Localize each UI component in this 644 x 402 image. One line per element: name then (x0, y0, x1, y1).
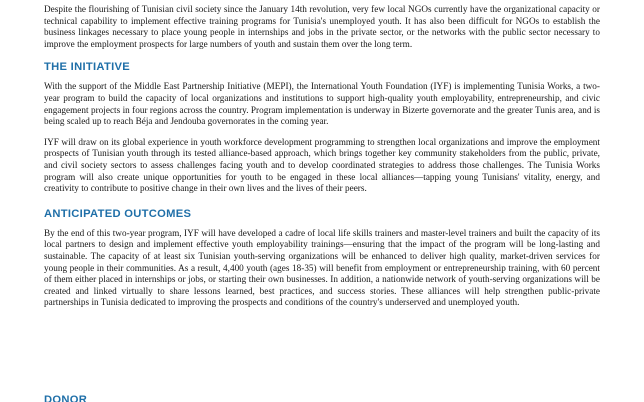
initiative-paragraph-2: IYF will draw on its global experience in youth workforce development programming to strengthen local organizations and improve the employment prospects of Tunisian youth through its tested alliance-based approach, which brings together key community stakeholders from the public, private, and civil society sectors to assess challenges facing youth and to develop coordinated strategies to address those challenges. The Tunisia Works program will also create unique opportunities for youth to be engaged in these local alliances—tapping young Tunisians' vitality, energy, and creativity to contribute to positive change in their own lives and the lives of their peers. (44, 136, 600, 194)
heading-anticipated-outcomes: ANTICIPATED OUTCOMES (44, 207, 192, 220)
heading-donor-partial: DONOR (44, 395, 88, 402)
outcomes-paragraph: By the end of this two-year program, IYF will have developed a cadre of local life skills trainers and master-level trainers and built the capacity of its local partners to design and implement effective youth employability trainings—ensuring that the impact of the program will be long-lasting and sustainable. The capacity of at least six Tunisian youth-serving organizations will be enhanced to deliver high quality, market-driven services for young people in their communities. As a result, 4,400 youth (ages 18-35) will benefit from employment or entrepreneurship training, with 60 percent of them either placed in internships or jobs, or starting their own businesses. In addition, a nationwide network of youth-serving organizations will be created and linked virtually to share lessons learned, best practices, and success stories. These alliances will help strengthen public-private partnerships in Tunisia dedicated to improving the prospects and conditions of the country's underserved and unemployed youth. (44, 227, 600, 308)
initiative-paragraph-1: With the support of the Middle East Partnership Initiative (MEPI), the International Youth Foundation (IYF) is implementing Tunisia Works, a two-year program to build the capacity of local organizations and institutions to support high-quality youth employability, entrepreneurship, and civic engagement projects in four regions across the country. Program implementation is underway in Bizerte governorate and the greater Tunis area, and is being scaled up to reach Béja and Jendouba governorates in the coming year. (44, 81, 600, 127)
intro-paragraph: Despite the flourishing of Tunisian civil society since the January 14th revolution, very few local NGOs currently have the organizational capacity or technical capability to implement effective training programs for Tunisia's unemployed youth. It has also been difficult for NGOs to establish the business linkages necessary to place young people in internships and jobs in the private sector, or the networks with the public sector necessary to improve the employment prospects for large numbers of youth and sustain them over the long term. (44, 4, 600, 49)
heading-the-initiative: THE INITIATIVE (44, 61, 131, 74)
